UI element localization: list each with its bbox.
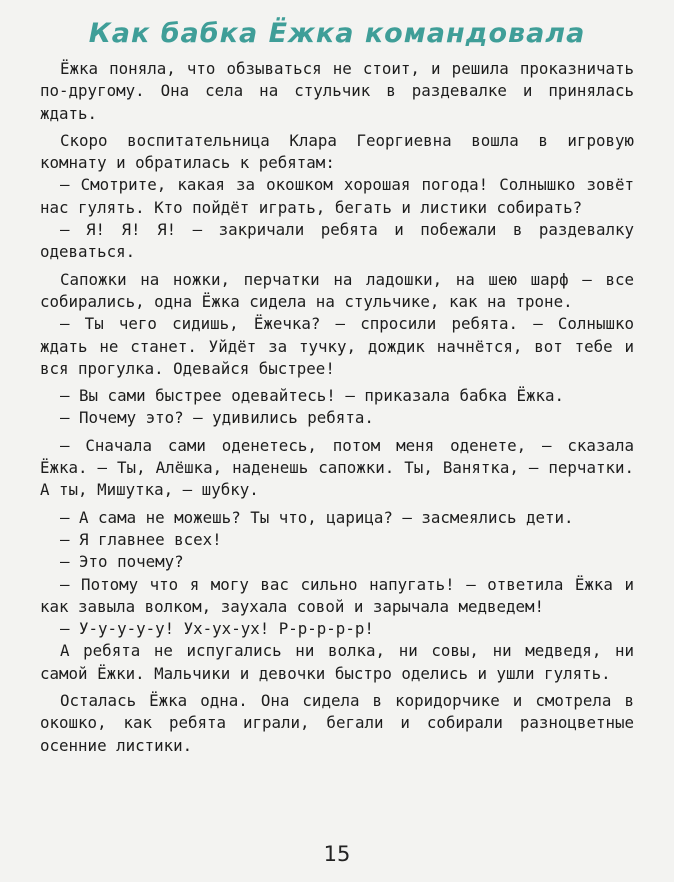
paragraph: — У-у-у-у-у! Ух-ух-ух! Р-р-р-р-р! <box>60 619 374 639</box>
paragraph: — Смотрите, какая за окошком хорошая погода! Солнышко зовёт нас гулять. Кто пойдёт играть, бегать и листики собирать? <box>40 175 634 217</box>
page-number: 15 <box>323 842 351 866</box>
chapter-title: Как бабка Ёжка командовала <box>88 18 586 49</box>
paragraph: — Ты чего сидишь, Ёжечка? — спросили ребята. — Солнышко ждать не станет. Уйдёт за тучку, дождик начнётся, вот тебе и вся прогулка. Одевайся быстрее! <box>40 314 634 378</box>
paragraph: — Вы сами быстрее одевайтесь! — приказала бабка Ёжка. <box>60 386 565 406</box>
paragraph: — Я! Я! Я! — закричали ребята и побежали в раздевалку одеваться. <box>40 220 634 262</box>
paragraph: Осталась Ёжка одна. Она сидела в коридорчике и смотрела в окошко, как ребята играли, бегали и собирали разноцветные осенние листики. <box>40 691 634 755</box>
story-text <box>40 58 634 757</box>
paragraph: — Почему это? — удивились ребята. <box>60 408 374 428</box>
paragraph: Ёжка поняла, что обзываться не стоит, и решила проказничать по-другому. Она села на стульчик в раздевалке и принялась ждать. <box>40 59 634 123</box>
paragraph: Скоро воспитательница Клара Георгиевна вошла в игровую комнату и обратилась к ребятам: <box>40 130 634 173</box>
paragraph: — Я главнее всех! <box>60 529 222 549</box>
paragraph: — Сначала сами оденетесь, потом меня оденете, — сказала Ёжка. — Ты, Алёшка, наденешь сапожки. Ты, Ванятка, — перчатки. А ты, Мишутка, — шубку. <box>40 435 634 500</box>
paragraph: Сапожки на ножки, перчатки на ладошки, на шею шарф — все собирались, одна Ёжка сидела на стульчике, как на троне. <box>40 269 634 311</box>
paragraph: А ребята не испугались ни волка, ни совы, ни медведя, ни самой Ёжки. Мальчики и девочки быстро оделись и ушли гулять. <box>40 641 634 683</box>
paragraph: — Это почему? <box>60 552 184 572</box>
paragraph: — А сама не можешь? Ты что, царица? — засмеялись дети. <box>60 507 574 527</box>
paragraph: — Потому что я могу вас сильно напугать! — ответила Ёжка и как завыла волком, заухала совой и зарычала медведем! <box>40 574 634 616</box>
